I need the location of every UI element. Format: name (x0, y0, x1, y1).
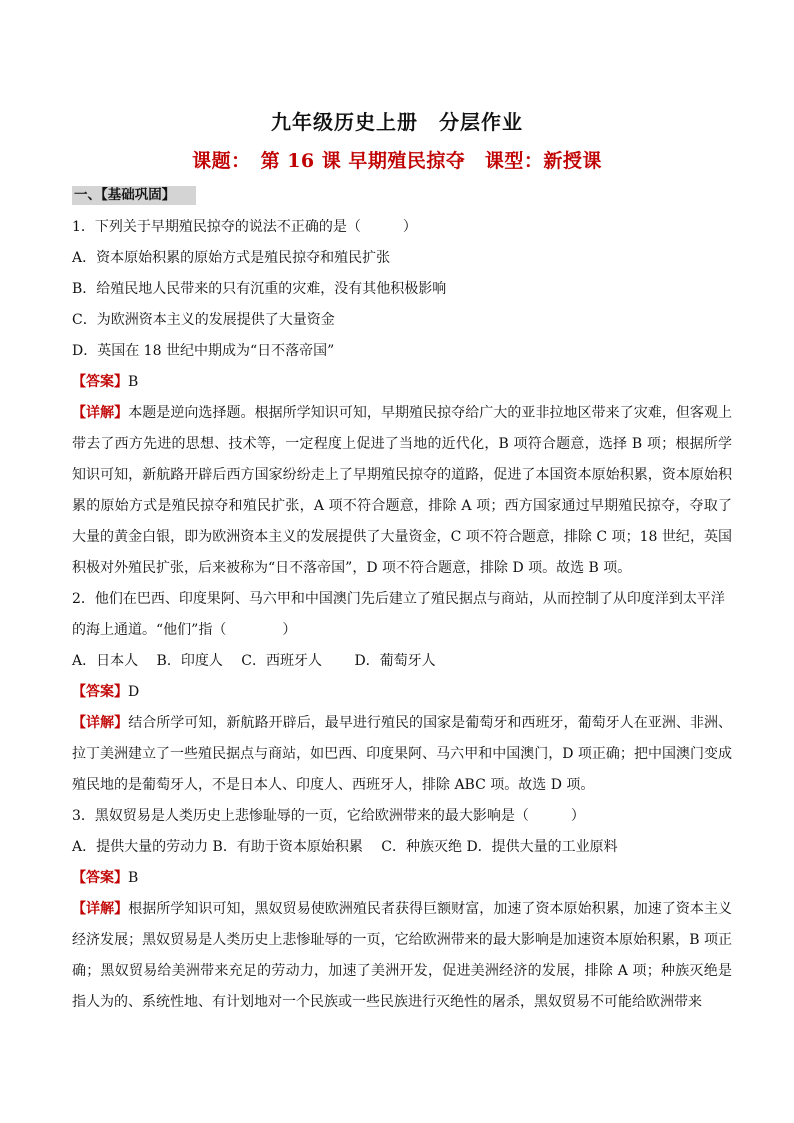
answer-label: 【答案】 (72, 374, 128, 390)
answer-value: B (128, 870, 139, 886)
question-2-stem-line-2: 的海上通道。“他们”指（ ） (72, 622, 297, 638)
answer-value: B (128, 374, 139, 390)
answer-label: 【答案】 (72, 684, 128, 700)
detail-text: 本题是逆向选择题。根据所学知识可知，早期殖民掠夺给广大的亚非拉地区带来了灾难，但客观上带去了西方先进的思想、技术等，一定程度上促进了当地的近代化，B 项符合题意，选择 B 项；根据所学知识可知，新航路开辟后西方国家纷纷走上了早期殖民掠夺的道路，促进了本国资本原始积累，资本原始积累的原始方式是殖民掠夺和殖民扩张，A 项不符合题意，排除 A 项；西方国家通过早期殖民掠夺，夺取了大量的黄金白银，即为欧洲资本主义的发展提供了大量资金，C 项不符合题意，排除 C 项；18 世纪，英国积极对外殖民扩张，后来被称为“日不落帝国”，D 项不符合题意，排除 D 项。故选 B 项。 (72, 405, 733, 576)
page-title: 九年级历史上册 分层作业 (271, 110, 523, 134)
detail-text: 结合所学可知，新航路开辟后，最早进行殖民的国家是葡萄牙和西班牙，葡萄牙人在亚洲、非洲、拉丁美洲建立了一些殖民据点与商站，如巴西、印度果阿、马六甲和中国澳门，D 项正确；把中国澳门变成殖民地的是葡萄牙人，不是日本人、印度人、西班牙人，排除 ABC 项。故选 D 项。 (72, 715, 733, 793)
section-heading: 一、【基础巩固】 (72, 186, 196, 205)
detail-label: 【详解】 (72, 715, 129, 731)
question-2-answer (72, 677, 732, 708)
question-2-stem-line-1: 2．他们在巴西、印度果阿、马六甲和中国澳门先后建立了殖民据点与商站，从而控制了从印度洋到太平洋 (72, 591, 725, 607)
question-3-detail (72, 894, 732, 1018)
question-1-stem: 1．下列关于早期殖民掠夺的说法不正确的是（ ） (72, 219, 417, 235)
detail-text: 根据所学知识可知，黑奴贸易使欧洲殖民者获得巨额财富，加速了资本原始积累，加速了资本主义经济发展；黑奴贸易是人类历史上悲惨耻辱的一页，它给欧洲带来的最大影响是加速资本原始积累，B 项正确；黑奴贸易给美洲带来充足的劳动力，加速了美洲开发，促进美洲经济的发展，排除 A 项；种族灭绝是指人为的、系统性地、有计划地对一个民族或一些民族进行灭绝性的屠杀，黑奴贸易不可能给欧洲带来 (72, 901, 733, 1010)
question-3-stem: 3．黑奴贸易是人类历史上悲惨耻辱的一页，它给欧洲带来的最大影响是（ ） (72, 808, 585, 824)
question-1-option-d: D．英国在 18 世纪中期成为“日不落帝国” (72, 343, 335, 359)
answer-value: D (128, 684, 140, 700)
question-1-option-a: A．资本原始积累的原始方式是殖民掠夺和殖民扩张 (72, 250, 391, 266)
question-1-option-c: C．为欧洲资本主义的发展提供了大量资金 (72, 312, 335, 328)
detail-label: 【详解】 (72, 405, 129, 421)
lesson-subtitle: 课题： 第 16 课 早期殖民掠夺 课型：新授课 (192, 150, 602, 172)
question-2-detail (72, 708, 732, 801)
question-1-option-b: B．给殖民地人民带来的只有沉重的灾难，没有其他积极影响 (72, 281, 447, 297)
answer-label: 【答案】 (72, 870, 128, 886)
question-2-options: A．日本人 B．印度人 C．西班牙人 D．葡萄牙人 (72, 653, 436, 669)
question-list (72, 212, 732, 1018)
question-3-answer (72, 863, 732, 894)
question-1-answer (72, 367, 732, 398)
question-1-detail (72, 398, 732, 584)
question-3-options: A．提供大量的劳动力 B．有助于资本原始积累 C．种族灭绝 D．提供大量的工业原料 (72, 839, 618, 855)
detail-label: 【详解】 (72, 901, 129, 917)
